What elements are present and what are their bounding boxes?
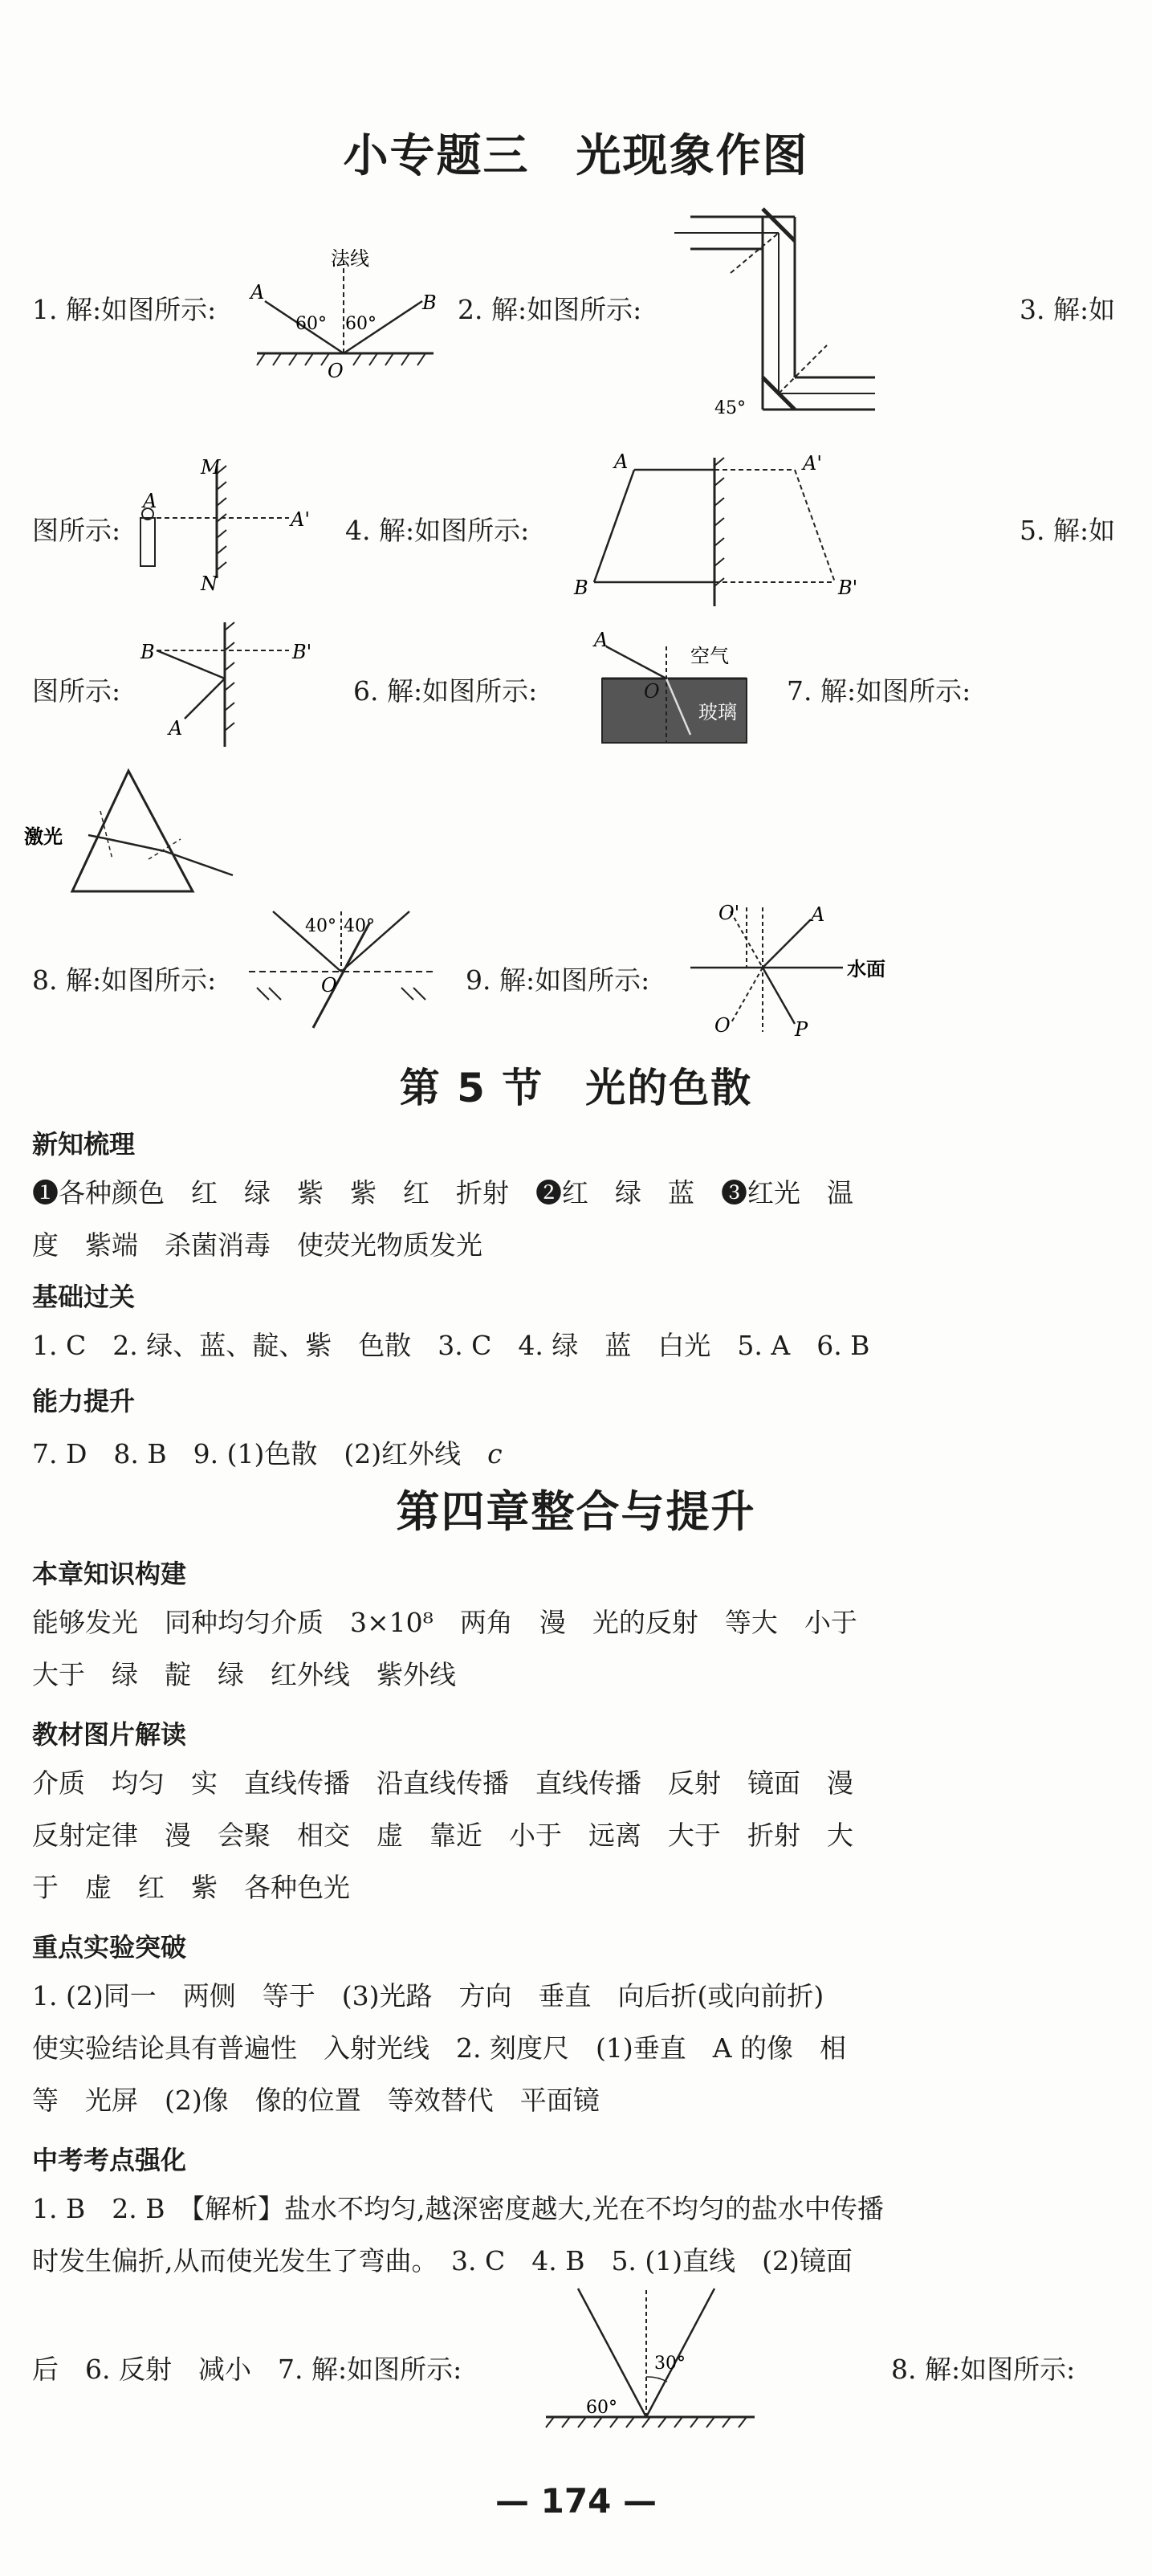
svg-text:60°: 60° [295,314,327,334]
heading-benzhang: 本章知识构建 [32,1559,187,1589]
xinzhi-line2: 度 紫端 杀菌消毒 使荧光物质发光 [32,1229,482,1261]
q8-label: 8. 解:如图所示: [32,964,217,996]
heading-zhongdian: 重点实验突破 [32,1932,187,1963]
q4-figure [570,446,891,614]
section-title-topic3: 小专题三 光现象作图 [343,130,809,182]
q7-label: 7. 解:如图所示: [787,675,971,707]
section-title-dispersion: 第 5 节 光的色散 [399,1065,753,1111]
svg-text:60°: 60° [345,314,377,334]
q5-label-cont: 图所示: [32,675,121,707]
heading-jichu: 基础过关 [32,1282,136,1312]
chapter-q7-figure [530,2272,771,2433]
svg-text:A: A [614,450,629,473]
svg-text:O: O [714,1014,731,1037]
zhongkao-line2: 时发生偏折,从而使光发生了弯曲。 3. C 4. B 5. (1)直线 (2)镜面 [32,2245,853,2276]
svg-text:60°: 60° [586,2398,617,2418]
svg-text:O': O' [718,902,740,924]
jiaocai-line2: 反射定律 漫 会聚 相交 虚 靠近 小于 远离 大于 折射 大 [32,1820,853,1851]
svg-text:A: A [169,717,183,740]
q1-figure [241,241,450,382]
svg-text:M: M [201,456,221,479]
q3-label: 3. 解:如 [1020,294,1116,325]
svg-text:B': B' [838,577,858,599]
svg-text:40°: 40° [344,916,375,936]
svg-text:45°: 45° [714,398,746,418]
svg-text:B': B' [292,641,312,663]
svg-text:40°: 40° [305,916,336,936]
zhongkao-line1: 1. B 2. B 【解析】盐水不均匀,越深密度越大,光在不均匀的盐水中传播 [32,2193,884,2224]
benzhang-line1: 能够发光 同种均匀介质 3×10⁸ 两角 漫 光的反射 等大 小于 [32,1607,857,1638]
jiaocai-line1: 介质 均匀 实 直线传播 沿直线传播 直线传播 反射 镜面 漫 [32,1767,853,1799]
svg-text:O: O [328,360,344,382]
q3-figure [136,450,345,610]
water-surface-label: 水面 [847,957,885,980]
jiaocai-line3: 于 虚 红 紫 各种色光 [32,1872,350,1903]
heading-jiaocai: 教材图片解读 [32,1719,187,1750]
svg-text:A: A [811,903,825,926]
q1-label: 1. 解:如图所示: [32,294,217,325]
q1-normal-label: 法线 [331,247,369,270]
svg-text:O: O [644,680,660,703]
q5-label: 5. 解:如 [1020,515,1116,546]
heading-xinzhi: 新知梳理 [32,1129,136,1160]
zhongkao-line3a: 后 6. 反射 减小 7. 解:如图所示: [32,2354,462,2385]
svg-text:P: P [795,1018,808,1041]
zhongkao-line3b: 8. 解:如图所示: [891,2354,1076,2385]
q6-label: 6. 解:如图所示: [353,675,538,707]
q5-figure [136,618,345,755]
svg-text:B: B [422,291,437,314]
laser-label: 激光 [24,825,63,848]
q4-label: 4. 解:如图所示: [345,515,530,546]
section-title-chapter4: 第四章整合与提升 [396,1486,756,1537]
q3-label-cont: 图所示: [32,515,121,546]
zhongdian-line3: 等 光屏 (2)像 像的位置 等效替代 平面镜 [32,2085,600,2116]
answer-c-italic: c [487,1438,503,1469]
svg-text:A': A' [291,508,310,531]
q6-figure [594,630,771,751]
zhongdian-line1: 1. (2)同一 两侧 等于 (3)光路 方向 垂直 向后折(或向前折) [32,1980,824,2011]
heading-nengli: 能力提升 [32,1386,136,1416]
heading-zhongkao: 中考考点强化 [32,2145,187,2175]
q9-figure [682,903,923,1040]
air-label: 空气 [690,645,729,667]
page-number: — 174 — [495,2481,657,2521]
q9-label: 9. 解:如图所示: [466,964,650,996]
xinzhi-line1: ❶各种颜色 红 绿 紫 紫 红 折射 ❷红 绿 蓝 ❸红光 温 [32,1177,853,1209]
svg-text:A: A [250,281,265,304]
glass-label: 玻璃 [698,701,737,723]
q8-figure [241,907,450,1044]
svg-text:A: A [143,490,157,512]
svg-text:30°: 30° [654,2354,686,2374]
jichu-line1: 1. C 2. 绿、蓝、靛、紫 色散 3. C 4. 绿 蓝 白光 5. A 6. B [32,1330,870,1361]
q2-label: 2. 解:如图所示: [458,294,642,325]
svg-text:N: N [201,573,218,595]
nengli-line1: 7. D 8. B 9. (1)色散 (2)红外线 c [32,1438,503,1469]
q2-figure [658,193,883,426]
svg-text:O: O [321,974,337,997]
svg-text:B: B [574,577,588,599]
svg-text:B: B [140,641,155,663]
svg-text:A': A' [803,452,822,475]
svg-text:A: A [594,629,609,651]
zhongdian-line2: 使实验结论具有普遍性 入射光线 2. 刻度尺 (1)垂直 A 的像 相 [32,2032,847,2064]
benzhang-line2: 大于 绿 靛 绿 红外线 紫外线 [32,1659,456,1690]
q7-prism-figure [24,763,265,899]
